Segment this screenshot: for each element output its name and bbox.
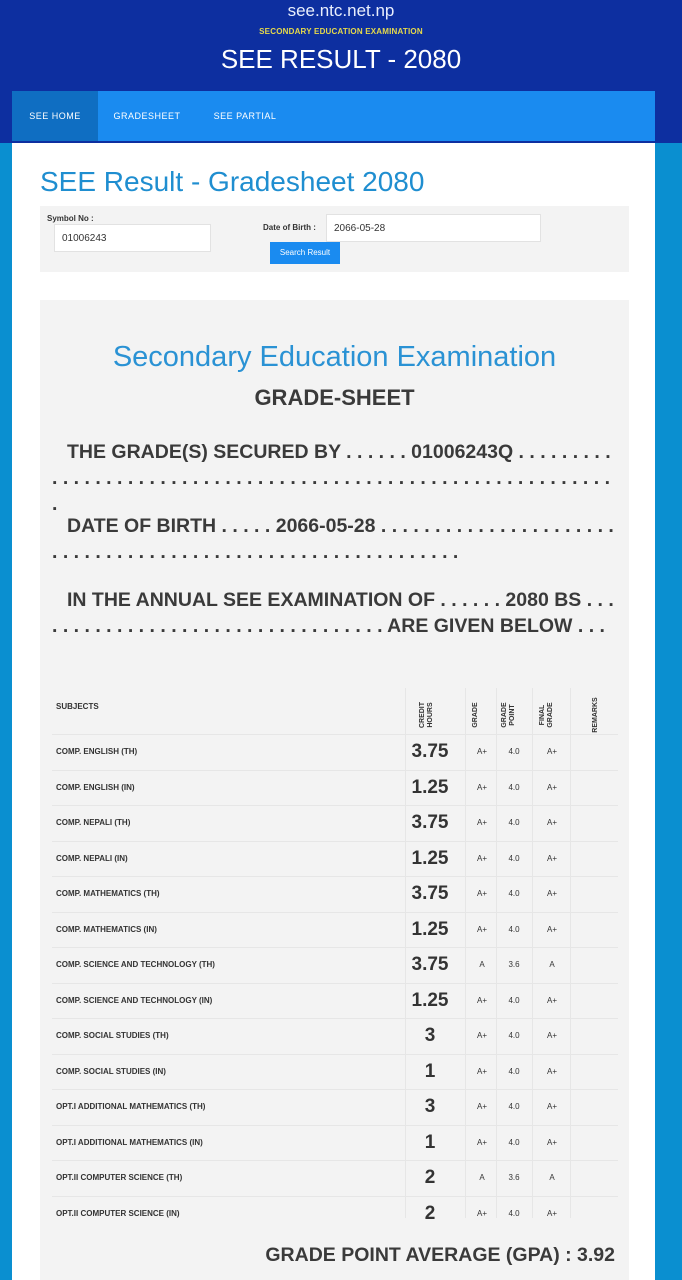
grade-cell: A+ (476, 889, 487, 898)
credit-hours-cell: 3.75 (411, 883, 449, 904)
nav-bar (12, 91, 655, 141)
nav-see-home[interactable]: SEE HOME (12, 91, 98, 141)
credit-hours-cell: 1 (424, 1131, 436, 1153)
subject-cell: COMP. MATHEMATICS (IN) (56, 924, 157, 934)
credit-hours-cell: 3 (424, 1096, 436, 1117)
remarks-label: REMARKS (592, 697, 599, 733)
secured-by-statement: THE GRADE(S) SECURED BY . . . . . . 01006243Q . . . . . . . . . . . . . . . . . . . . . . . . . . . . . . . . . . . . . . . . . . . . . . . . . . . . . . . . . . . . . . (52, 441, 611, 515)
subject-cell: COMP. SOCIAL STUDIES (TH) (56, 1031, 169, 1040)
final-grade-cell: A+ (546, 1137, 557, 1147)
grade-sheet (40, 300, 629, 1280)
credit-hours-cell: 2 (424, 1202, 436, 1224)
column-header-remarks (590, 695, 602, 735)
grade-point-cell: 3.6 (508, 960, 520, 969)
grade-point-cell: 4.0 (508, 1102, 520, 1111)
grade-label: GRADE (472, 702, 479, 728)
final-grade-cell: A+ (546, 818, 557, 827)
dob-label: Date of Birth : (263, 223, 316, 232)
credit-hours-cell: 1.25 (411, 918, 449, 940)
final-grade-cell: A+ (546, 782, 557, 792)
subject-cell: COMP. NEPALI (IN) (56, 853, 128, 863)
grade-cell: A (479, 960, 485, 969)
table-row (40, 1125, 629, 1160)
site-url: see.ntc.net.np (287, 1, 395, 20)
table-row (40, 1018, 629, 1053)
table-row (40, 1054, 629, 1089)
grade-cell: A+ (476, 1066, 487, 1076)
sheet-subtitle: GRADE-SHEET (254, 385, 415, 410)
final-grade-cell: A+ (546, 995, 557, 1005)
grade-point-cell: 4.0 (508, 924, 520, 934)
final-grade-cell: A+ (546, 1066, 557, 1076)
grade-point-cell: 4.0 (508, 853, 520, 863)
credit-hours-cell: 1.25 (411, 847, 449, 869)
credit-hours-cell: 1.25 (411, 776, 449, 798)
column-header-grade (470, 695, 482, 735)
final-grade-label: FINAL GRADE (539, 702, 554, 728)
column-header-credit-hours (421, 695, 433, 735)
table-row (40, 1196, 629, 1231)
nav-see-partial[interactable]: SEE PARTIAL (213, 111, 277, 121)
dob-statement: DATE OF BIRTH . . . . . 2066-05-28 . . . . . . . . . . . . . . . . . . . . . . . . . . . . . . . . . . . . . . . . . . . . . . . . . . . . . . . . . . . . (52, 515, 614, 563)
grade-point-cell: 4.0 (508, 1066, 520, 1076)
grade-cell: A+ (476, 1031, 487, 1040)
credit-hours-cell: 3.75 (411, 954, 449, 975)
search-form (40, 206, 629, 272)
table-row (40, 770, 629, 805)
final-grade-cell: A (549, 1173, 555, 1182)
final-grade-cell: A (549, 960, 555, 969)
grade-point-cell: 4.0 (508, 818, 520, 827)
symbol-label: Symbol No : (47, 214, 94, 223)
table-row (40, 841, 629, 876)
nav-gradesheet[interactable]: GRADESHEET (113, 111, 181, 121)
subject-cell: OPT.I ADDITIONAL MATHEMATICS (TH) (56, 1102, 206, 1111)
main-content (12, 143, 655, 1280)
table-row (40, 734, 629, 769)
subject-cell: OPT.II COMPUTER SCIENCE (IN) (56, 1208, 180, 1218)
final-grade-cell: A+ (546, 853, 557, 863)
grade-cell: A+ (476, 924, 487, 934)
credit-hours-cell: 3.75 (411, 812, 449, 833)
grade-cell: A+ (476, 782, 487, 792)
final-grade-cell: A+ (546, 1102, 557, 1111)
credit-hours-cell: 2 (424, 1167, 436, 1188)
page-background-strip (655, 143, 682, 1280)
table-row (40, 876, 629, 911)
table-row (40, 912, 629, 947)
grade-cell: A+ (476, 853, 487, 863)
grade-point-cell: 4.0 (508, 1031, 520, 1040)
symbol-input[interactable]: 01006243 (54, 224, 211, 252)
grade-cell: A+ (476, 818, 487, 827)
grade-point-cell: 4.0 (508, 889, 520, 898)
subject-cell: OPT.II COMPUTER SCIENCE (TH) (56, 1173, 183, 1182)
exam-statement: IN THE ANNUAL SEE EXAMINATION OF . . . . . . 2080 BS . . . . . . . . . . . . . . . . . . . . . . . . . . . . . . . . . . ARE GIVEN BELOW . . . (52, 589, 614, 637)
subject-cell: COMP. ENGLISH (TH) (56, 747, 138, 756)
table-row (40, 983, 629, 1018)
grade-point-cell: 4.0 (508, 782, 520, 792)
sheet-title: Secondary Education Examination (112, 341, 557, 373)
grade-point-cell: 3.6 (508, 1173, 520, 1182)
grade-cell: A+ (476, 1102, 487, 1111)
final-grade-cell: A+ (546, 889, 557, 898)
credit-hours-cell: 3.75 (411, 741, 449, 762)
grade-cell: A+ (476, 1208, 487, 1218)
credit-hours-label: CREDIT HOURS (419, 701, 434, 729)
table-row (40, 1089, 629, 1124)
grade-point-cell: 4.0 (508, 747, 520, 756)
grade-cell: A+ (476, 747, 487, 756)
result-title: SEE RESULT - 2080 (220, 44, 462, 74)
dob-input[interactable]: 2066-05-28 (326, 214, 541, 242)
grade-cell: A+ (476, 995, 487, 1005)
grade-point-label: GRADE POINT (501, 702, 516, 728)
exam-name-small: SECONDARY EDUCATION EXAMINATION (259, 27, 423, 36)
credit-hours-cell: 3 (424, 1025, 436, 1046)
final-grade-cell: A+ (546, 1208, 557, 1218)
subject-cell: COMP. SCIENCE AND TECHNOLOGY (IN) (56, 995, 213, 1005)
column-header-subjects: SUBJECTS (56, 702, 99, 711)
credit-hours-cell: 1.25 (411, 989, 449, 1011)
grade-point-cell: 4.0 (508, 1137, 520, 1147)
final-grade-cell: A+ (546, 924, 557, 934)
table-row (40, 947, 629, 982)
column-header-final-grade (540, 695, 554, 735)
page-title: SEE Result - Gradesheet 2080 (40, 166, 425, 197)
credit-hours-cell: 1 (424, 1060, 436, 1082)
subject-cell: COMP. SOCIAL STUDIES (IN) (56, 1066, 166, 1076)
final-grade-cell: A+ (546, 1031, 557, 1040)
table-row (40, 1160, 629, 1195)
grade-cell: A (479, 1173, 485, 1182)
subject-cell: COMP. ENGLISH (IN) (56, 782, 135, 792)
subject-cell: COMP. NEPALI (TH) (56, 818, 131, 827)
gpa-line: GRADE POINT AVERAGE (GPA) : 3.92 (265, 1244, 615, 1266)
table-row (40, 805, 629, 840)
subject-cell: COMP. MATHEMATICS (TH) (56, 889, 160, 898)
subject-cell: COMP. SCIENCE AND TECHNOLOGY (TH) (56, 960, 215, 969)
search-result-button[interactable]: Search Result (270, 242, 340, 264)
final-grade-cell: A+ (546, 747, 557, 756)
column-header-grade-point (502, 695, 516, 735)
grade-point-cell: 4.0 (508, 1208, 520, 1218)
subject-cell: OPT.I ADDITIONAL MATHEMATICS (IN) (56, 1137, 203, 1147)
grade-cell: A+ (476, 1137, 487, 1147)
grade-point-cell: 4.0 (508, 995, 520, 1005)
